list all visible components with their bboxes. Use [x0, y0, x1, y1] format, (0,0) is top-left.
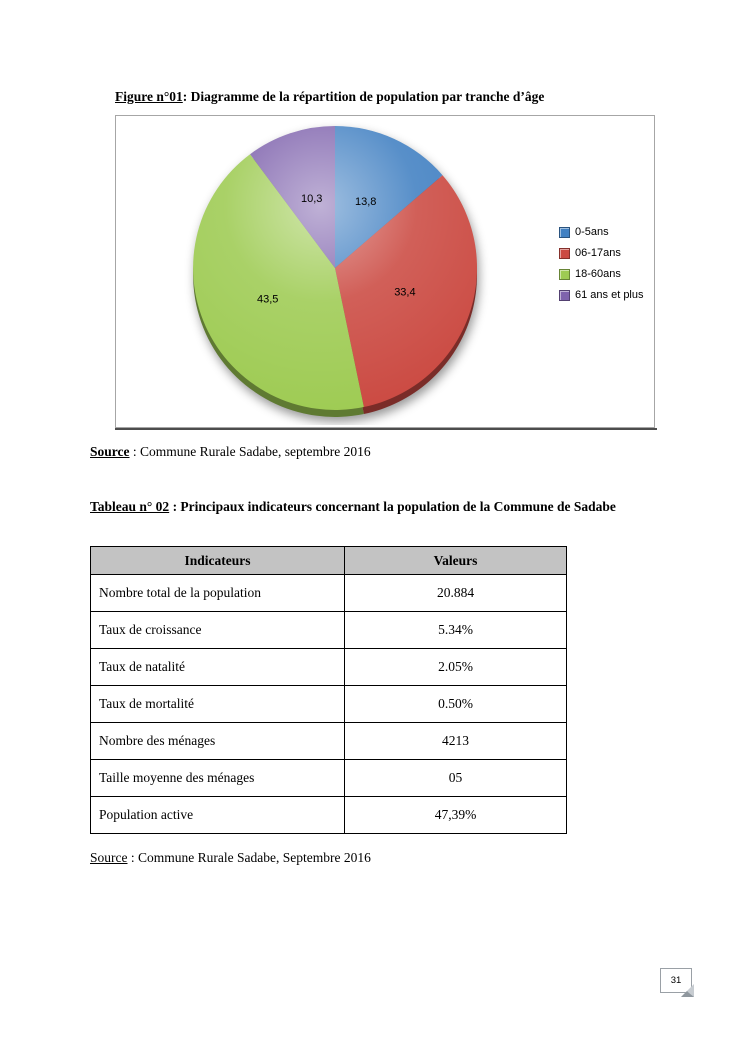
indicator-cell: Nombre total de la population: [91, 575, 345, 612]
table-row: [91, 797, 567, 834]
value-cell: 47,39%: [345, 797, 567, 834]
indicator-cell: Nombre des ménages: [91, 723, 345, 760]
page-corner-icon: [680, 983, 695, 998]
pie-gloss-overlay: [193, 126, 477, 410]
chart-legend: [559, 226, 644, 310]
value-cell: 5.34%: [345, 612, 567, 649]
table-row: [91, 686, 567, 723]
legend-label: 61 ans et plus: [575, 289, 644, 301]
legend-item: [559, 247, 644, 259]
value-cell: 20.884: [345, 575, 567, 612]
indicator-cell: Taille moyenne des ménages: [91, 760, 345, 797]
page-number: 31: [670, 975, 682, 986]
legend-swatch-icon: [559, 290, 570, 301]
table-source: [90, 850, 371, 866]
figure-source-text: : Commune Rurale Sadabe, septembre 2016: [129, 444, 371, 459]
legend-swatch-icon: [559, 248, 570, 259]
legend-label: 06-17ans: [575, 247, 621, 259]
table-row: [91, 723, 567, 760]
value-cell: 05: [345, 760, 567, 797]
indicator-cell: Taux de natalité: [91, 649, 345, 686]
figure-caption-text: : Diagramme de la répartition de population par tranche d’âge: [182, 89, 545, 104]
value-cell: 0.50%: [345, 686, 567, 723]
indicators-table: [90, 546, 567, 834]
table-header-indicators: Indicateurs: [91, 547, 345, 575]
figure-source: [90, 444, 371, 460]
table-caption-label: Tableau n° 02: [90, 499, 170, 514]
table-caption: [90, 494, 657, 520]
indicator-cell: Taux de croissance: [91, 612, 345, 649]
legend-label: 0-5ans: [575, 226, 609, 238]
figure-caption: [115, 89, 544, 105]
table-row: [91, 612, 567, 649]
indicator-cell: Taux de mortalité: [91, 686, 345, 723]
figure-bottom-rule: [115, 428, 657, 430]
pie-data-label: 10,3: [300, 192, 323, 205]
indicator-cell: Population active: [91, 797, 345, 834]
table-source-label: Source: [90, 850, 128, 865]
legend-item: [559, 226, 644, 238]
table-header-valeurs: Valeurs: [345, 547, 567, 575]
pie-data-label: 43,5: [256, 293, 279, 306]
value-cell: 2.05%: [345, 649, 567, 686]
pie-chart-figure: [115, 115, 655, 428]
table-row: [91, 760, 567, 797]
table-row: [91, 575, 567, 612]
pie-data-label: 33,4: [394, 286, 416, 299]
legend-swatch-icon: [559, 269, 570, 280]
legend-item: [559, 268, 644, 280]
pie-data-label: 13,8: [354, 195, 377, 208]
figure-caption-label: Figure n°01: [115, 89, 183, 104]
legend-item: [559, 289, 644, 301]
table-row: [91, 649, 567, 686]
legend-swatch-icon: [559, 227, 570, 238]
table-source-text: : Commune Rurale Sadabe, Septembre 2016: [127, 850, 371, 865]
figure-source-label: Source: [90, 444, 130, 459]
legend-label: 18-60ans: [575, 268, 621, 280]
value-cell: 4213: [345, 723, 567, 760]
indicators-table-body: [91, 575, 567, 834]
table-caption-text: : Principaux indicateurs concernant la population de la Commune de Sadabe: [169, 499, 616, 514]
table-header-row: [91, 547, 567, 575]
